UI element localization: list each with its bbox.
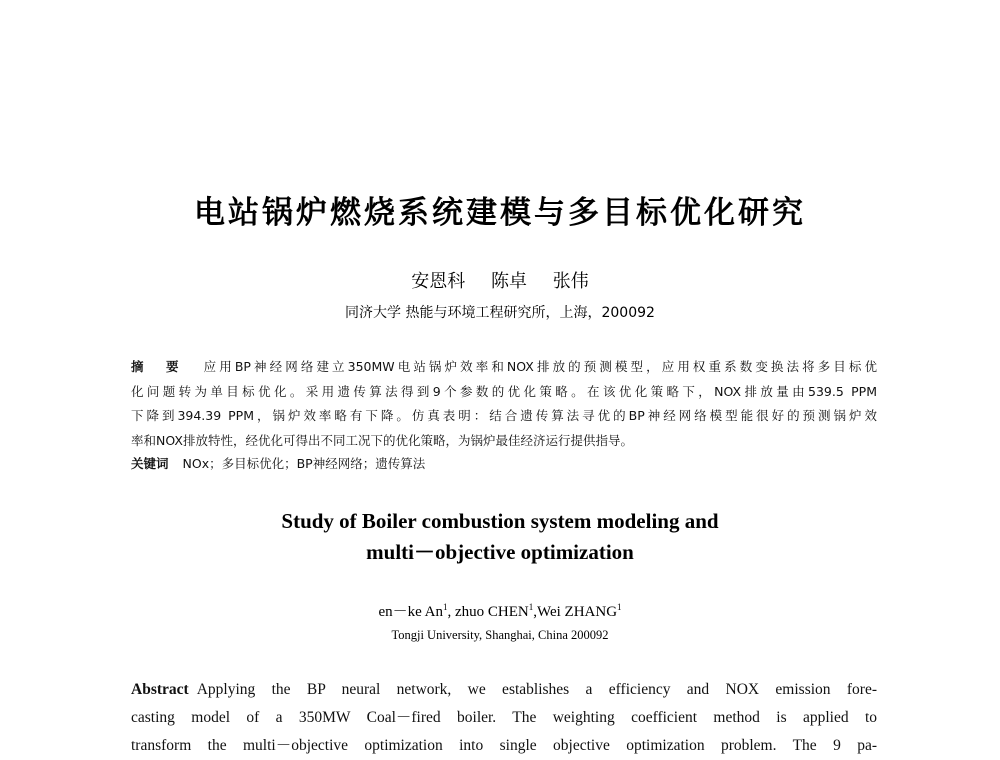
english-title-line: multi－objective optimization	[366, 540, 634, 564]
english-abstract-line: casting model of a 350MW Coal－fired boiler. The weighting coefficient method is applied to	[131, 709, 877, 726]
english-abstract	[131, 676, 877, 760]
english-title-line: Study of Boiler combustion system modeling and	[281, 509, 719, 533]
chinese-abstract-line: 率和NOX排放特性，经优化可得出不同工况下的优化策略，为锅炉最佳经济运行提供指导。	[131, 432, 633, 448]
chinese-authors	[0, 267, 1000, 293]
chinese-keywords-text: NOx；多目标优化；BP神经网络；遗传算法	[182, 456, 426, 471]
chinese-keywords	[131, 454, 877, 472]
chinese-keywords-label: 关键词	[131, 456, 169, 471]
english-abstract-line: Abstract Applying the BP neural network, we establishes a efficiency and NOX emission fore-	[131, 681, 877, 698]
chinese-author: 陈卓	[491, 271, 527, 292]
chinese-abstract	[131, 355, 877, 453]
english-title	[0, 506, 1000, 568]
chinese-affiliation: 同济大学 热能与环境工程研究所，上海，200092	[345, 305, 655, 321]
english-affiliation: Tongji University, Shanghai, China 200092	[391, 628, 609, 642]
chinese-title: 电站锅炉燃烧系统建模与多目标优化研究	[194, 195, 806, 231]
chinese-abstract-label: 摘 要	[131, 359, 188, 374]
english-author: en－ke An$^1$	[378, 602, 448, 620]
chinese-author: 张伟	[552, 271, 589, 292]
chinese-author: 安恩科	[411, 271, 466, 292]
chinese-abstract-line: 下降到394.39 PPM，锅炉效率略有下降。仿真表明：结合遗传算法寻优的BP神经网络模型能很好的预测锅炉效	[131, 408, 877, 423]
english-author: zhuo CHEN$^1$	[455, 602, 534, 620]
chinese-abstract-line: 摘 要 应用BP神经网络建立350MW电站锅炉效率和NOX排放的预测模型，应用权重系数变换法将多目标优	[131, 359, 877, 374]
chinese-abstract-line: 化问题转为单目标优化。采用遗传算法得到9个参数的优化策略。在该优化策略下，NOX排放量由539.5 PPM	[131, 383, 877, 399]
english-abstract-label: Abstract	[131, 681, 189, 698]
english-abstract-line: transform the multi－objective optimization into single objective optimization problem. The 9 pa-	[131, 737, 877, 754]
english-authors: en－ke An$^1$, zhuo CHEN$^1$,Wei ZHANG$^1$	[378, 602, 622, 620]
english-author: Wei ZHANG$^1$	[537, 602, 622, 620]
